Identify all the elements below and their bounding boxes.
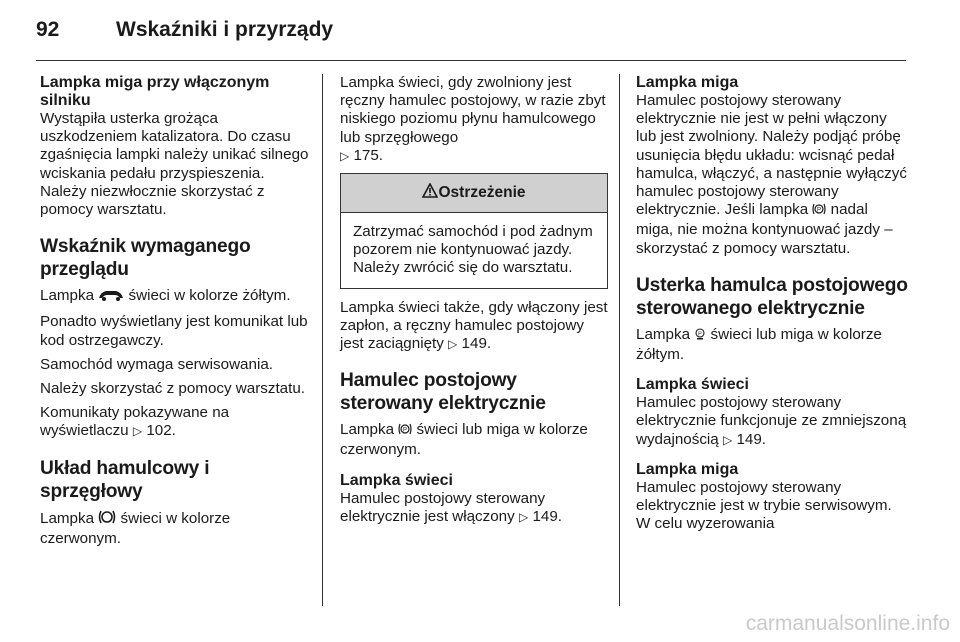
warning-box [340, 173, 608, 289]
brake-fluid-text: Lampka świeci, gdy zwolniony jest ręczny hamulec postojowy, w razie zbyt niskiego poziomu płynu hamulcowego lub sprzęgłowego [340, 74, 606, 146]
para-service-required: Samochód wymaga serwisowania. [40, 355, 273, 373]
brake-lamp-prefix: Lampka [40, 509, 95, 527]
warning-header [341, 174, 607, 213]
para-service-lamp [40, 287, 312, 307]
ignition-text: Lampka świeci także, gdy włączony jest zapłon, a ręczny hamulec postojowy jest zaciągnięty [340, 298, 608, 353]
para-ignition [340, 299, 608, 354]
watermark: carmanualsonline.info [745, 612, 950, 635]
para-service-message: Ponadto wyświetlany jest komunikat lub kod ostrzegawczy. [40, 313, 308, 349]
column-2 [340, 74, 608, 526]
page-title: Wskaźniki i przyrządy [116, 18, 334, 41]
epb-lamp-prefix: Lampka [340, 421, 395, 439]
svg-text:P: P [817, 207, 822, 214]
heading-service-indicator: Wskaźnik wymaganego przeglądu [40, 236, 251, 281]
brake-warning-icon [98, 509, 116, 530]
heading-electric-parking-brake: Hamulec postojowy sterowany elektrycznie [340, 370, 546, 415]
column-3 [636, 74, 908, 533]
warning-triangle-icon [422, 183, 438, 203]
fault-lamp-prefix: Lampka [636, 325, 691, 343]
heading-fault-on: Lampka świeci [636, 376, 749, 394]
heading-fault-blink: Lampka miga [636, 460, 739, 478]
header-divider [36, 60, 906, 61]
service-lamp-prefix: Lampka [40, 287, 95, 305]
page-ref-arrow-icon: ▷ [518, 509, 529, 524]
page-number: 92 [36, 18, 60, 41]
warning-title: Ostrzeżenie [438, 183, 526, 201]
heading-engine-blink: Lampka miga przy włączonym silniku [40, 74, 270, 109]
page-ref-link[interactable]: 149. [461, 335, 492, 353]
parking-brake-icon [812, 202, 826, 221]
para-lamp-on [340, 490, 608, 526]
column-divider-1 [322, 74, 323, 606]
parking-brake-icon [398, 422, 412, 441]
para-fault-on [636, 394, 908, 449]
service-display-text: Komunikaty pokazywane na wyświetlaczu [40, 404, 230, 440]
brake-fault-icon [694, 327, 706, 346]
column-divider-2 [619, 74, 620, 606]
para-engine-blink: Wystąpiła usterka grożąca uszkodzeniem katalizatora. Do czasu zgaśnięcia lampki należy unikać silnego wciskania pedału przyspieszenia. Należy niezwłocznie skorzystać z pomocy warsztatu. [40, 110, 309, 219]
page-header [36, 18, 906, 58]
page-ref-arrow-icon: ▷ [448, 337, 458, 352]
heading-lamp-on: Lampka świeci [340, 471, 453, 489]
fault-lamp-suffix: świeci lub miga w kolorze żółtym. [636, 325, 882, 364]
para-lamp-blink [636, 92, 908, 258]
page-ref-arrow-icon: ▷ [340, 148, 350, 163]
svg-text:P: P [403, 427, 408, 434]
para-fault-blink: Hamulec postojowy sterowany elektrycznie jest w trybie serwisowym. W celu wyzerowania [636, 478, 892, 533]
para-brake-fluid [340, 74, 608, 165]
heading-lamp-blink: Lampka miga [636, 74, 739, 91]
para-brake-lamp [40, 509, 312, 548]
heading-brake-clutch: Układ hamulcowy i sprzęgłowy [40, 457, 210, 502]
page-ref-link[interactable]: 149. [736, 430, 766, 448]
page-ref-link[interactable]: 149. [532, 507, 562, 525]
warning-body: Zatrzymać samochód i pod żadnym pozorem nie kontynuować jazdy. Należy zwrócić się do warsztatu. [353, 223, 593, 277]
fault-on-text: Hamulec postojowy sterowany elektrycznie funkcjonuje ze zmniejszoną wydajnością [636, 394, 907, 448]
para-service-workshop: Należy skorzystać z pomocy warsztatu. [40, 380, 306, 398]
page-ref-link[interactable]: 102. [146, 422, 176, 440]
lamp-blink-after: nadal miga, nie można kontynuować jazdy – skorzystać z pomocy warsztatu. [636, 201, 893, 257]
brake-lamp-suffix: świeci w kolorze czerwonym. [40, 509, 231, 547]
column-1 [40, 74, 312, 548]
page-ref-arrow-icon: ▷ [722, 432, 733, 447]
lamp-blink-text: Hamulec postojowy sterowany elektrycznie nie jest w pełni włączony lub jest zwolniony. Należy podjąć próbę usunięcia błędu układu: wcisnąć pedał hamulca, włączyć, a następnie wyłączyć hamulec postojowy sterowany elektrycznie. Jeśli lampka [636, 92, 907, 219]
para-epb-lamp [340, 421, 608, 459]
para-service-display [40, 404, 312, 440]
para-fault-lamp [636, 326, 908, 364]
epb-lamp-suffix: świeci lub miga w kolorze czerwonym. [340, 421, 588, 459]
heading-epb-fault: Usterka hamulca postojowego sterowanego elektrycznie [636, 274, 908, 319]
page-ref-arrow-icon: ▷ [132, 424, 143, 439]
page-ref-link[interactable]: 175. [353, 146, 384, 164]
service-lamp-suffix: świeci w kolorze żółtym. [128, 287, 291, 305]
wrench-car-icon [98, 288, 124, 307]
svg-text:P: P [698, 331, 703, 338]
lamp-on-text: Hamulec postojowy sterowany elektrycznie jest włączony [340, 489, 546, 525]
